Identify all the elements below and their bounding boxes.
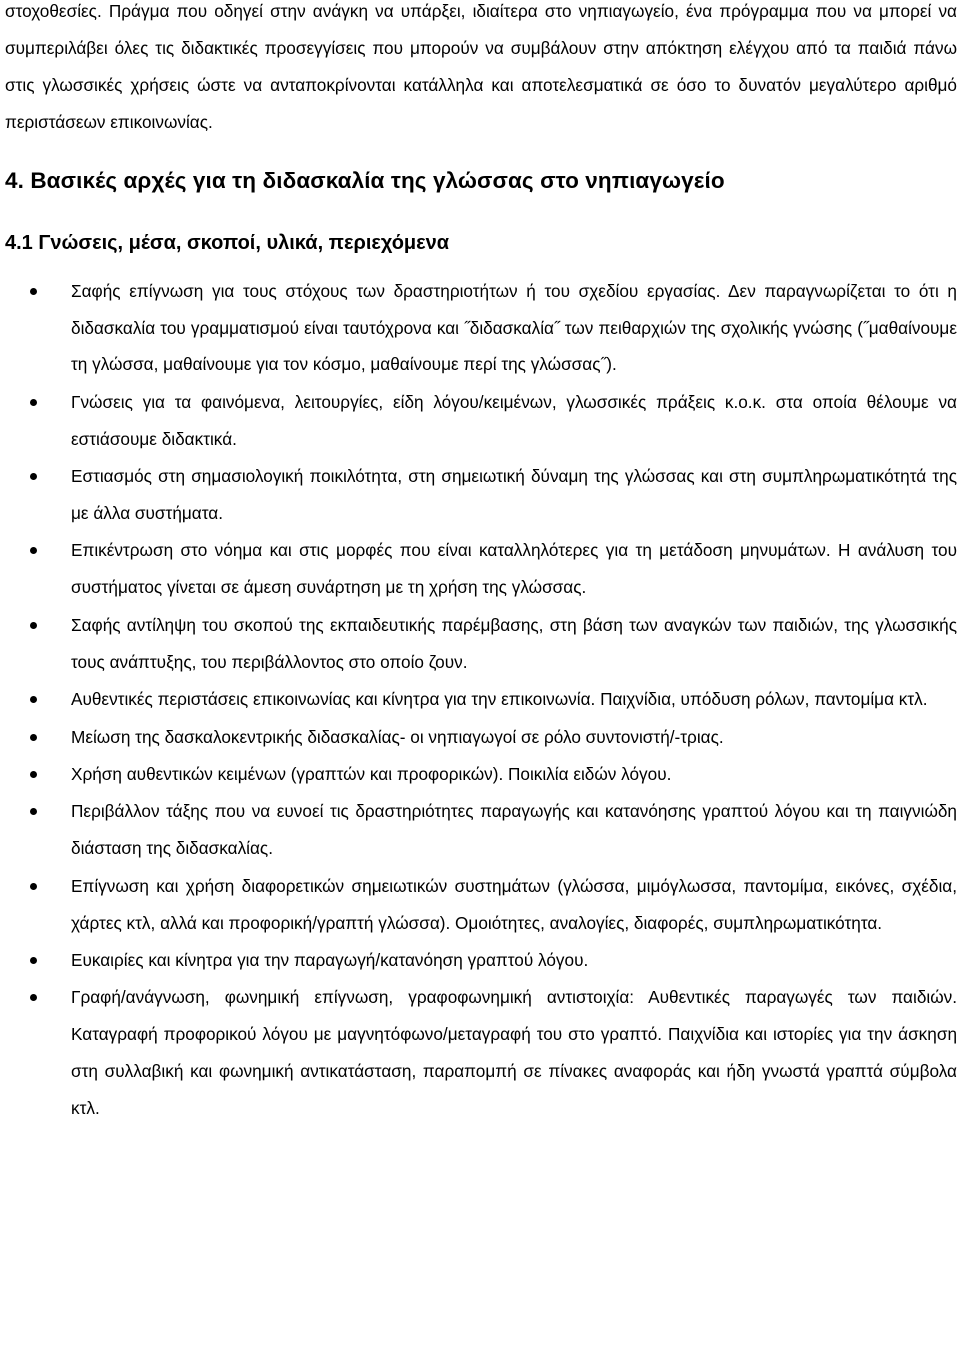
bullet-icon (30, 734, 37, 741)
list-item-text: Επικέντρωση στο νόημα και στις μορφές που είναι καταλληλότερες για τη μετάδοση μηνυμάτων. Η ανάλυση του συστήματος γίνεται σε άμεση συνάρτηση με τη χρήση της γλώσσας. (71, 540, 957, 598)
bullet-icon (30, 957, 37, 964)
list-item (5, 458, 957, 532)
list-item-text: Σαφής επίγνωση για τους στόχους των δραστηριοτήτων ή του σχεδίου εργασίας. Δεν παραγνωρίζεται το ότι η διδασκαλία του γραμματισμού είναι ταυτόχρονα και ˝διδασκαλία˝ των πειθαρχιών της σχολικής γνώσης (˝μαθαίνουμε τη γλώσσα, μαθαίνουμε για τον κόσμο, μαθαίνουμε περί της γλώσσας˝). (71, 280, 957, 375)
bullet-icon (30, 288, 37, 295)
list-item-text: Γνώσεις για τα φαινόμενα, λειτουργίες, είδη λόγου/κειμένων, γλωσσικές πράξεις κ.ο.κ. στα οποία θέλουμε να εστιάσουμε διδακτικά. (71, 391, 957, 449)
list-item (5, 979, 957, 1127)
bullet-icon (30, 808, 37, 815)
list-item-text: Σαφής αντίληψη του σκοπού της εκπαιδευτικής παρέμβασης, στη βάση των αναγκών των παιδιών, της γλωσσικής τους ανάπτυξης, του περιβάλλοντος στο οποίο ζουν. (71, 614, 957, 672)
bullet-icon (30, 883, 37, 890)
list-item-text: Γραφή/ανάγνωση, φωνημική επίγνωση, γραφοφωνημική αντιστοιχία: Αυθεντικές παραγωγές των παιδιών. Καταγραφή προφορικού λόγου με μαγνητόφωνο/μεταγραφή του στο γραπτό. Παιχνίδια και ιστορίες για την άσκηση στη συλλαβική και φωνημική αντικατάσταση, παραπομπή σε πίνακες αναφοράς και ήδη γνωστά γραπτά σύμβολα κτλ. (71, 987, 957, 1119)
bullet-icon (30, 399, 37, 406)
list-item-text: Περιβάλλον τάξης που να ευνοεί τις δραστηριότητες παραγωγής και κατανόησης γραπτού λόγου και τη παιγνιώδη διάσταση της διδασκαλίας. (71, 801, 957, 859)
list-item-text: Αυθεντικές περιστάσεις επικοινωνίας και κίνητρα για την επικοινωνία. Παιχνίδια, υπόδυση ρόλων, παντομίμα κτλ. (71, 689, 928, 710)
bullet-icon (30, 696, 37, 703)
section-heading: 4. Βασικές αρχές για τη διδασκαλία της γλώσσας στο νηπιαγωγείο (5, 167, 725, 193)
list-item-text: Εστιασμός στη σημασιολογική ποικιλότητα, στη σημειωτική δύναμη της γλώσσας και στη συμπληρωματικότητά της με άλλα συστήματα. (71, 466, 957, 524)
list-item-text: Χρήση αυθεντικών κειμένων (γραπτών και προφορικών). Ποικιλία ειδών λόγου. (71, 763, 672, 784)
list-item (5, 793, 957, 867)
list-item-text: Ευκαιρίες και κίνητρα για την παραγωγή/κατανόηση γραπτού λόγου. (71, 949, 589, 970)
bullet-icon (30, 473, 37, 480)
list-item (5, 942, 957, 979)
intro-paragraph: στοχοθεσίες. Πράγμα που οδηγεί στην ανάγκη να υπάρξει, ιδιαίτερα στο νηπιαγωγείο, ένα πρόγραμμα που να μπορεί να συμπεριλάβει όλες τις διδακτικές προσεγγίσεις που μπορούν να συμβάλουν στην απόκτηση ελέγχου από τα παιδιά πάνω στις γλωσσικές χρήσεις ώστε να ανταποκρίνονται κατάλληλα και αποτελεσματικά σε όσο το δυνατόν μεγαλύτερο αριθμό περιστάσεων επικοινωνίας. (5, 1, 957, 132)
list-item (5, 719, 957, 756)
bullet-icon (30, 771, 37, 778)
bullet-icon (30, 622, 37, 629)
list-item-text: Μείωση της δασκαλοκεντρικής διδασκαλίας- οι νηπιαγωγοί σε ρόλο συντονιστή/-τριας. (71, 726, 724, 747)
list-item (5, 273, 957, 384)
list-item (5, 868, 957, 942)
list-item (5, 532, 957, 606)
bullet-icon (30, 994, 37, 1001)
list-item-text: Επίγνωση και χρήση διαφορετικών σημειωτικών συστημάτων (γλώσσα, μιμόγλωσσα, παντομίμα, εικόνες, σχέδια, χάρτες κτλ, αλλά και προφορική/γραπτή γλώσσα). Ομοιότητες, αναλογίες, διαφορές, συμπληρωματικότητα. (71, 875, 957, 933)
list-item (5, 681, 957, 718)
list-item (5, 756, 957, 793)
principles-list (5, 273, 957, 1127)
list-item (5, 607, 957, 681)
list-item (5, 384, 957, 458)
bullet-icon (30, 547, 37, 554)
subsection-heading: 4.1 Γνώσεις, μέσα, σκοποί, υλικά, περιεχόμενα (5, 231, 450, 254)
